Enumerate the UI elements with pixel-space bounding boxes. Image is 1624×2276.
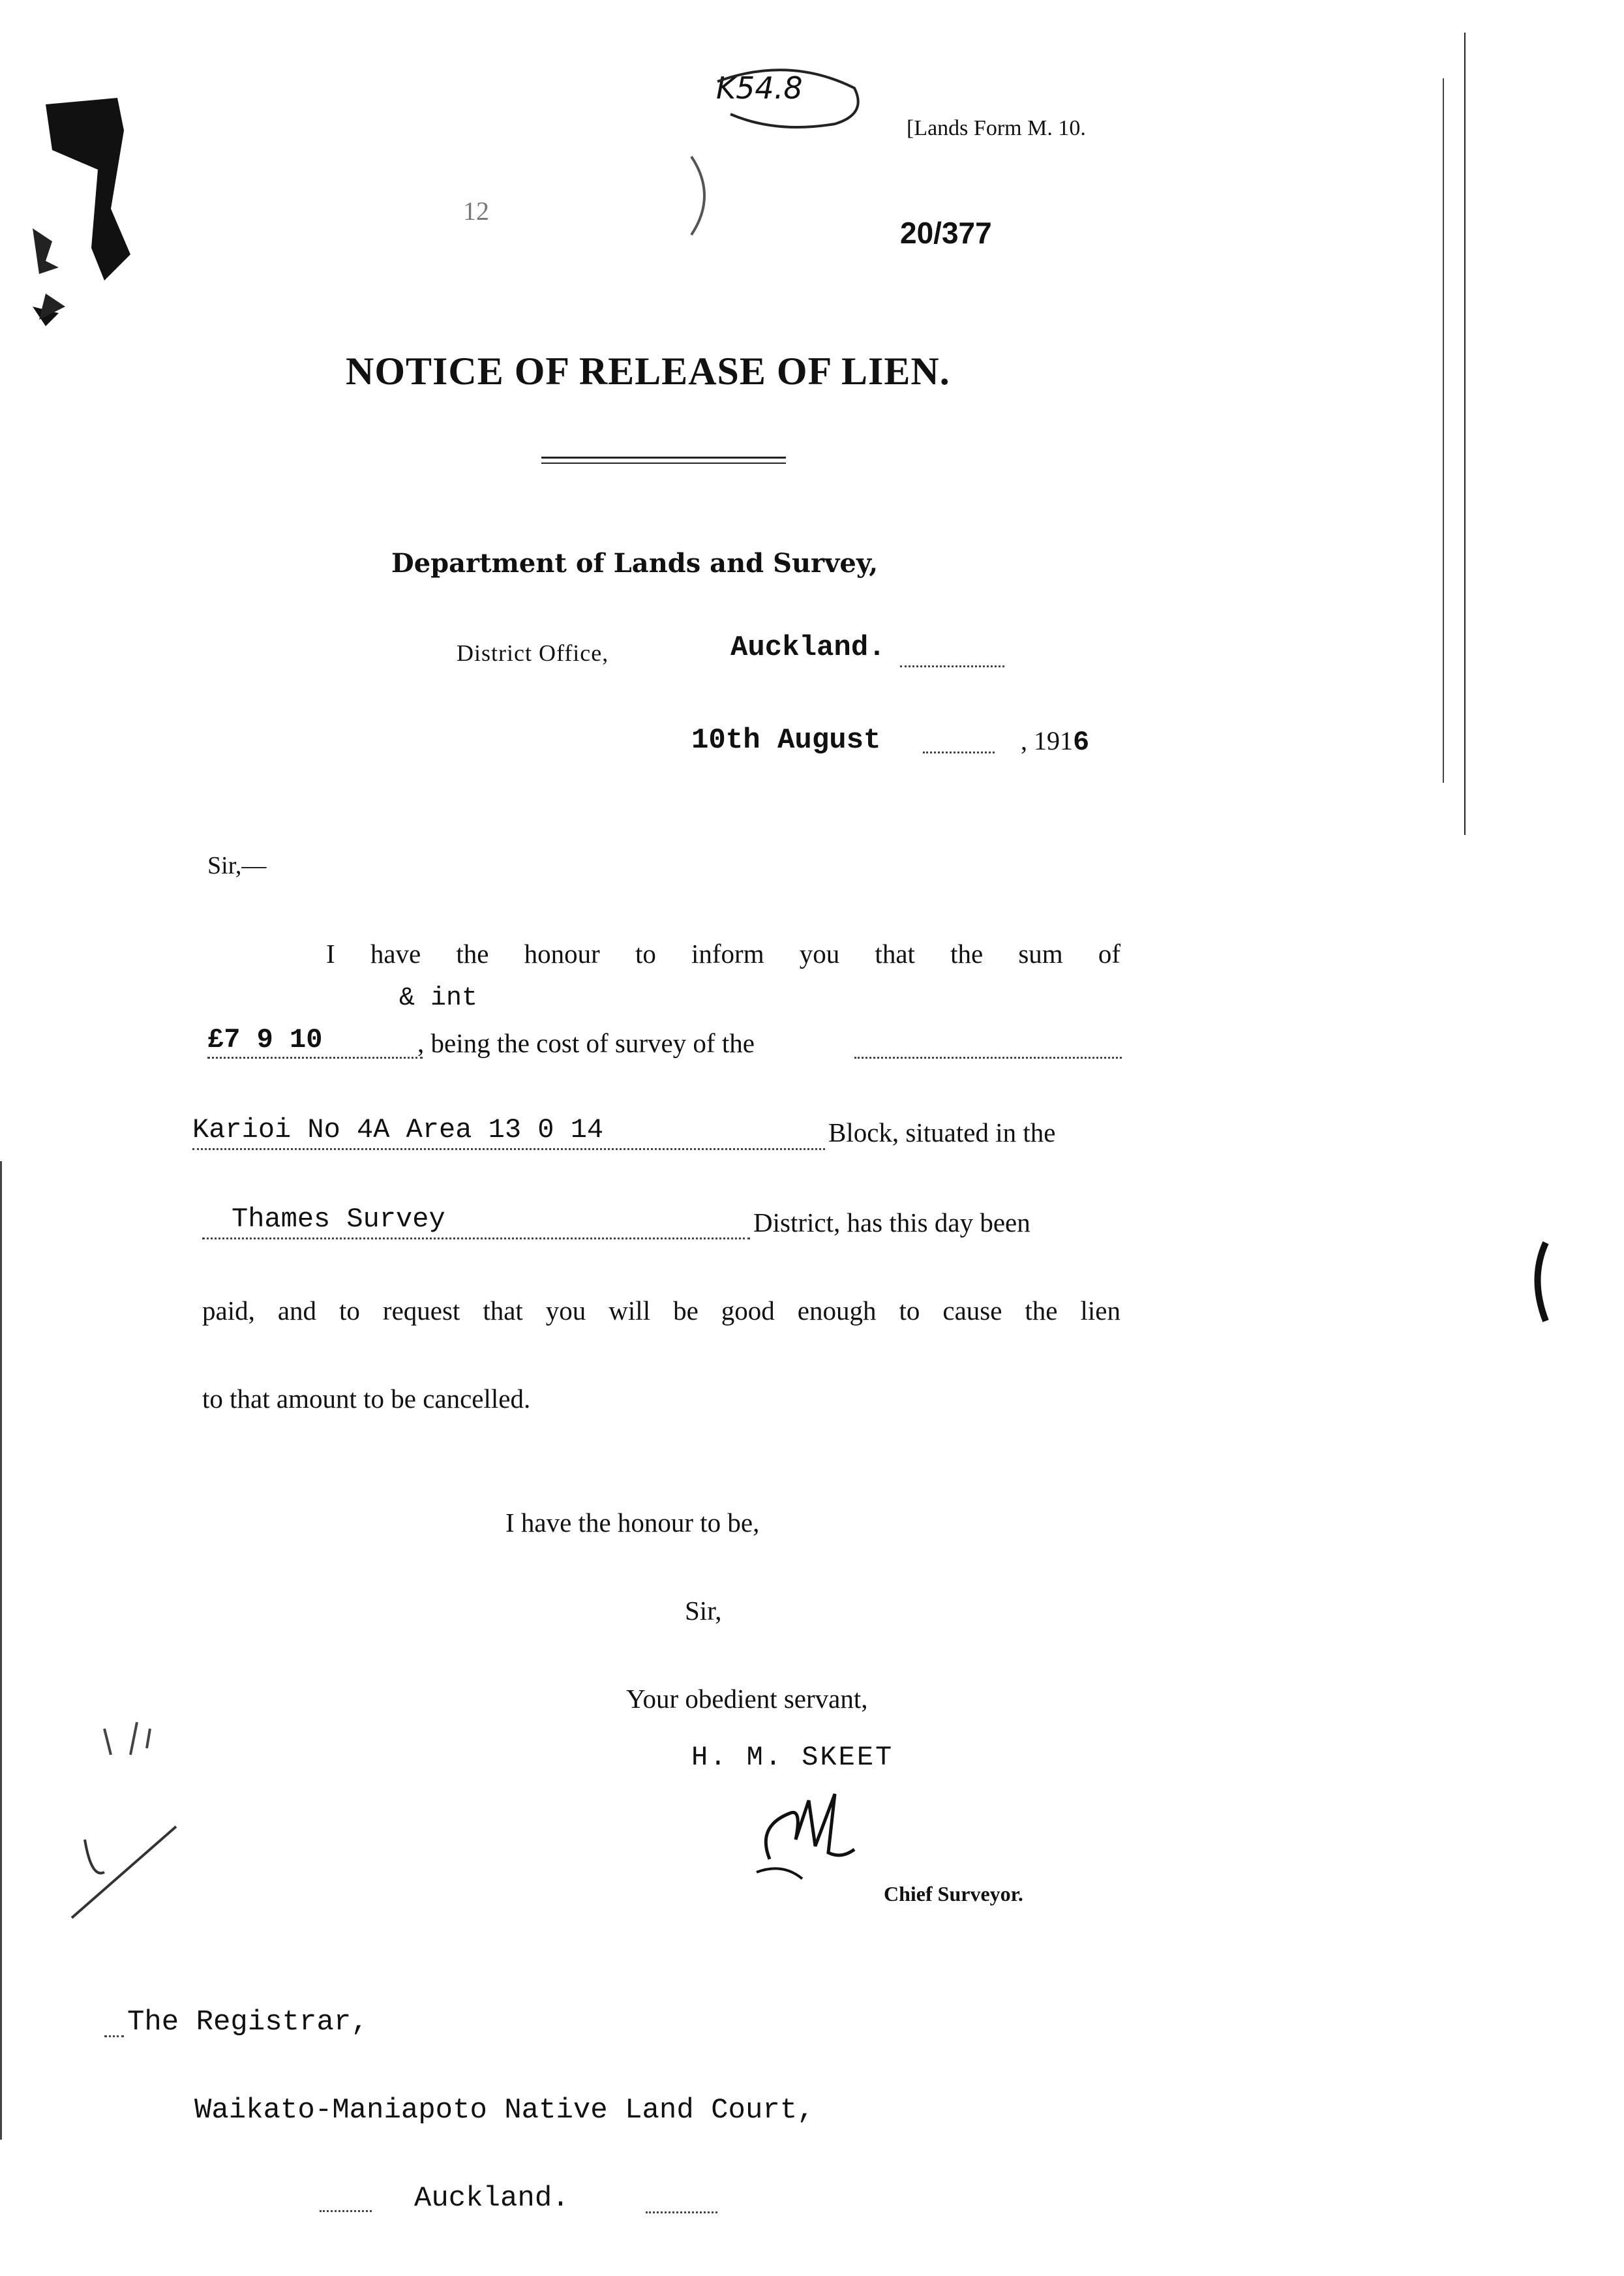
document-title: NOTICE OF RELEASE OF LIEN.	[346, 350, 950, 393]
right-margin-scan-line-inner	[1443, 78, 1444, 783]
left-edge-scan-line	[0, 1161, 2, 2140]
body-line-1: I have the honour to inform you that the sum of	[326, 939, 1120, 969]
date-year	[1021, 725, 1089, 758]
date-year-digit: 6	[1073, 727, 1090, 758]
signatory-title: Chief Surveyor.	[884, 1882, 1023, 1905]
block-dotted-line	[192, 1148, 825, 1150]
body-line-4-text: District, has this day been	[753, 1207, 1030, 1237]
closing-line-1: I have the honour to be,	[505, 1508, 760, 1538]
amount-value: £7 9 10	[207, 1024, 323, 1055]
address-line-3-trailing-dots	[646, 2211, 717, 2213]
margin-arrow-mark-icon	[26, 222, 78, 326]
district-office-dotted-line	[900, 665, 1004, 667]
title-underline	[541, 457, 786, 464]
salutation: Sir,—	[207, 852, 267, 879]
amount-dotted-line	[207, 1057, 423, 1059]
district-office-label: District Office,	[457, 640, 609, 666]
left-margin-pencil-marks-icon	[65, 1709, 196, 1924]
address-line-3: Auckland.	[414, 2182, 569, 2215]
body-line-2-text: , being the cost of survey of the	[417, 1028, 755, 1058]
date-dotted-line	[923, 751, 995, 753]
address-leading-dash	[104, 2035, 124, 2037]
right-edge-mark-icon	[1526, 1239, 1552, 1324]
right-margin-scan-line	[1464, 33, 1466, 835]
district-dotted-line	[202, 1237, 750, 1239]
date-day-month: 10th August	[691, 724, 881, 757]
body-line-6: to that amount to be cancelled.	[202, 1384, 531, 1414]
handwritten-ref-circle-icon	[704, 62, 874, 134]
address-line-2: Waikato-Maniapoto Native Land Court,	[194, 2094, 815, 2127]
body-line-3-text: Block, situated in the	[828, 1117, 1056, 1147]
department-name: Department of Lands and Survey,	[391, 548, 879, 579]
district-value: Thames Survey	[232, 1204, 445, 1235]
faded-stamp-bracket-icon	[665, 150, 724, 241]
form-reference: [Lands Form M. 10.	[907, 116, 1086, 140]
faded-stamp-number: 12	[463, 196, 489, 226]
handwritten-signature-icon	[744, 1787, 874, 1885]
body-line-5: paid, and to request that you will be good enough to cause the lien	[202, 1296, 1120, 1326]
survey-dotted-line	[854, 1057, 1122, 1059]
district-office-value: Auckland.	[730, 631, 886, 664]
file-number: 20/377	[900, 216, 992, 250]
closing-line-3: Your obedient servant,	[626, 1684, 868, 1714]
amount-note: & int	[399, 984, 478, 1013]
block-value: Karioi No 4A Area 13 0 14	[192, 1114, 604, 1146]
signatory-name: H. M. SKEET	[691, 1742, 894, 1773]
address-line-1: The Registrar,	[127, 2006, 368, 2039]
closing-line-2: Sir,	[685, 1596, 722, 1626]
handwritten-reference: K54.8	[716, 70, 803, 106]
address-line-3-leading-dots	[320, 2210, 372, 2212]
date-year-prefix: , 191	[1021, 726, 1073, 755]
